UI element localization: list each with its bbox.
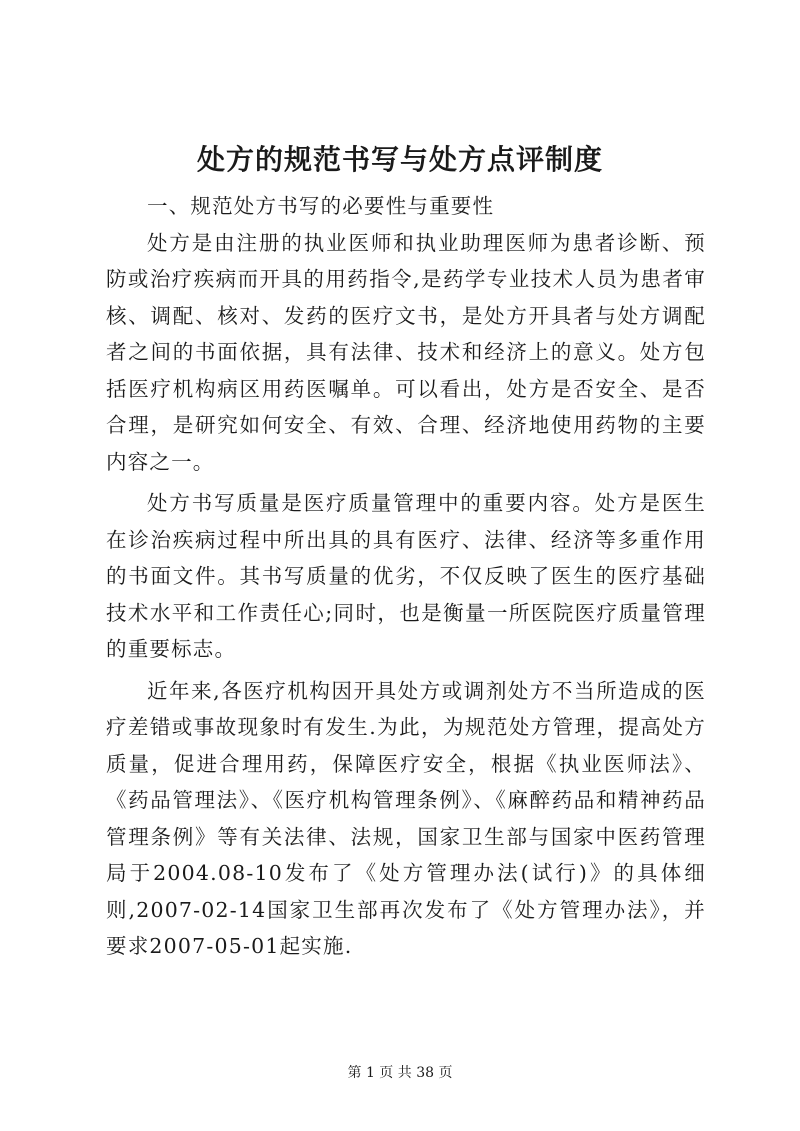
section-heading: 一、规范处方书写的必要性与重要性 xyxy=(147,194,495,218)
paragraph-definition: 处方是由注册的执业医师和执业助理医师为患者诊断、预防或治疗疾病而开具的用药指令,是药学专业技术人员为患者审核、调配、核对、发药的医疗文书，是处方开具者与处方调配者之间的书面依据，具有法律、技术和经济上的意义。处方包括医疗机构病区用药医嘱单。可以看出，处方是否安全、是否合理，是研究如何安全、有效、合理、经济地使用药物的主要内容之一。 xyxy=(106,230,706,474)
page-number-footer: 第 1 页 共 38 页 xyxy=(347,1065,453,1081)
paragraph-regulation: 近年来,各医疗机构因开具处方或调剂处方不当所造成的医疗差错或事故现象时有发生.为此，为规范处方管理，提高处方质量，促进合理用药，保障医疗安全，根据《执业医师法》、《药品管理法》、《医疗机构管理条例》、《麻醉药品和精神药品管理条例》等有关法律、法规，国家卫生部与国家中医药管理局于2004.08-10发布了《处方管理办法(试行)》的具体细则,2007-02-14国家卫生部再次发布了《处方管理办法》，并要求2007-05-01起实施. xyxy=(106,678,706,958)
document-title: 处方的规范书写与处方点评制度 xyxy=(196,143,603,176)
document-body xyxy=(106,188,706,965)
paragraph-quality: 处方书写质量是医疗质量管理中的重要内容。处方是医生在诊治疾病过程中所出具的具有医疗、法律、经济等多重作用的书面文件。其书写质量的优劣，不仅反映了医生的医疗基础技术水平和工作责任心;同时，也是衡量一所医院医疗质量管理的重要标志。 xyxy=(106,491,706,661)
